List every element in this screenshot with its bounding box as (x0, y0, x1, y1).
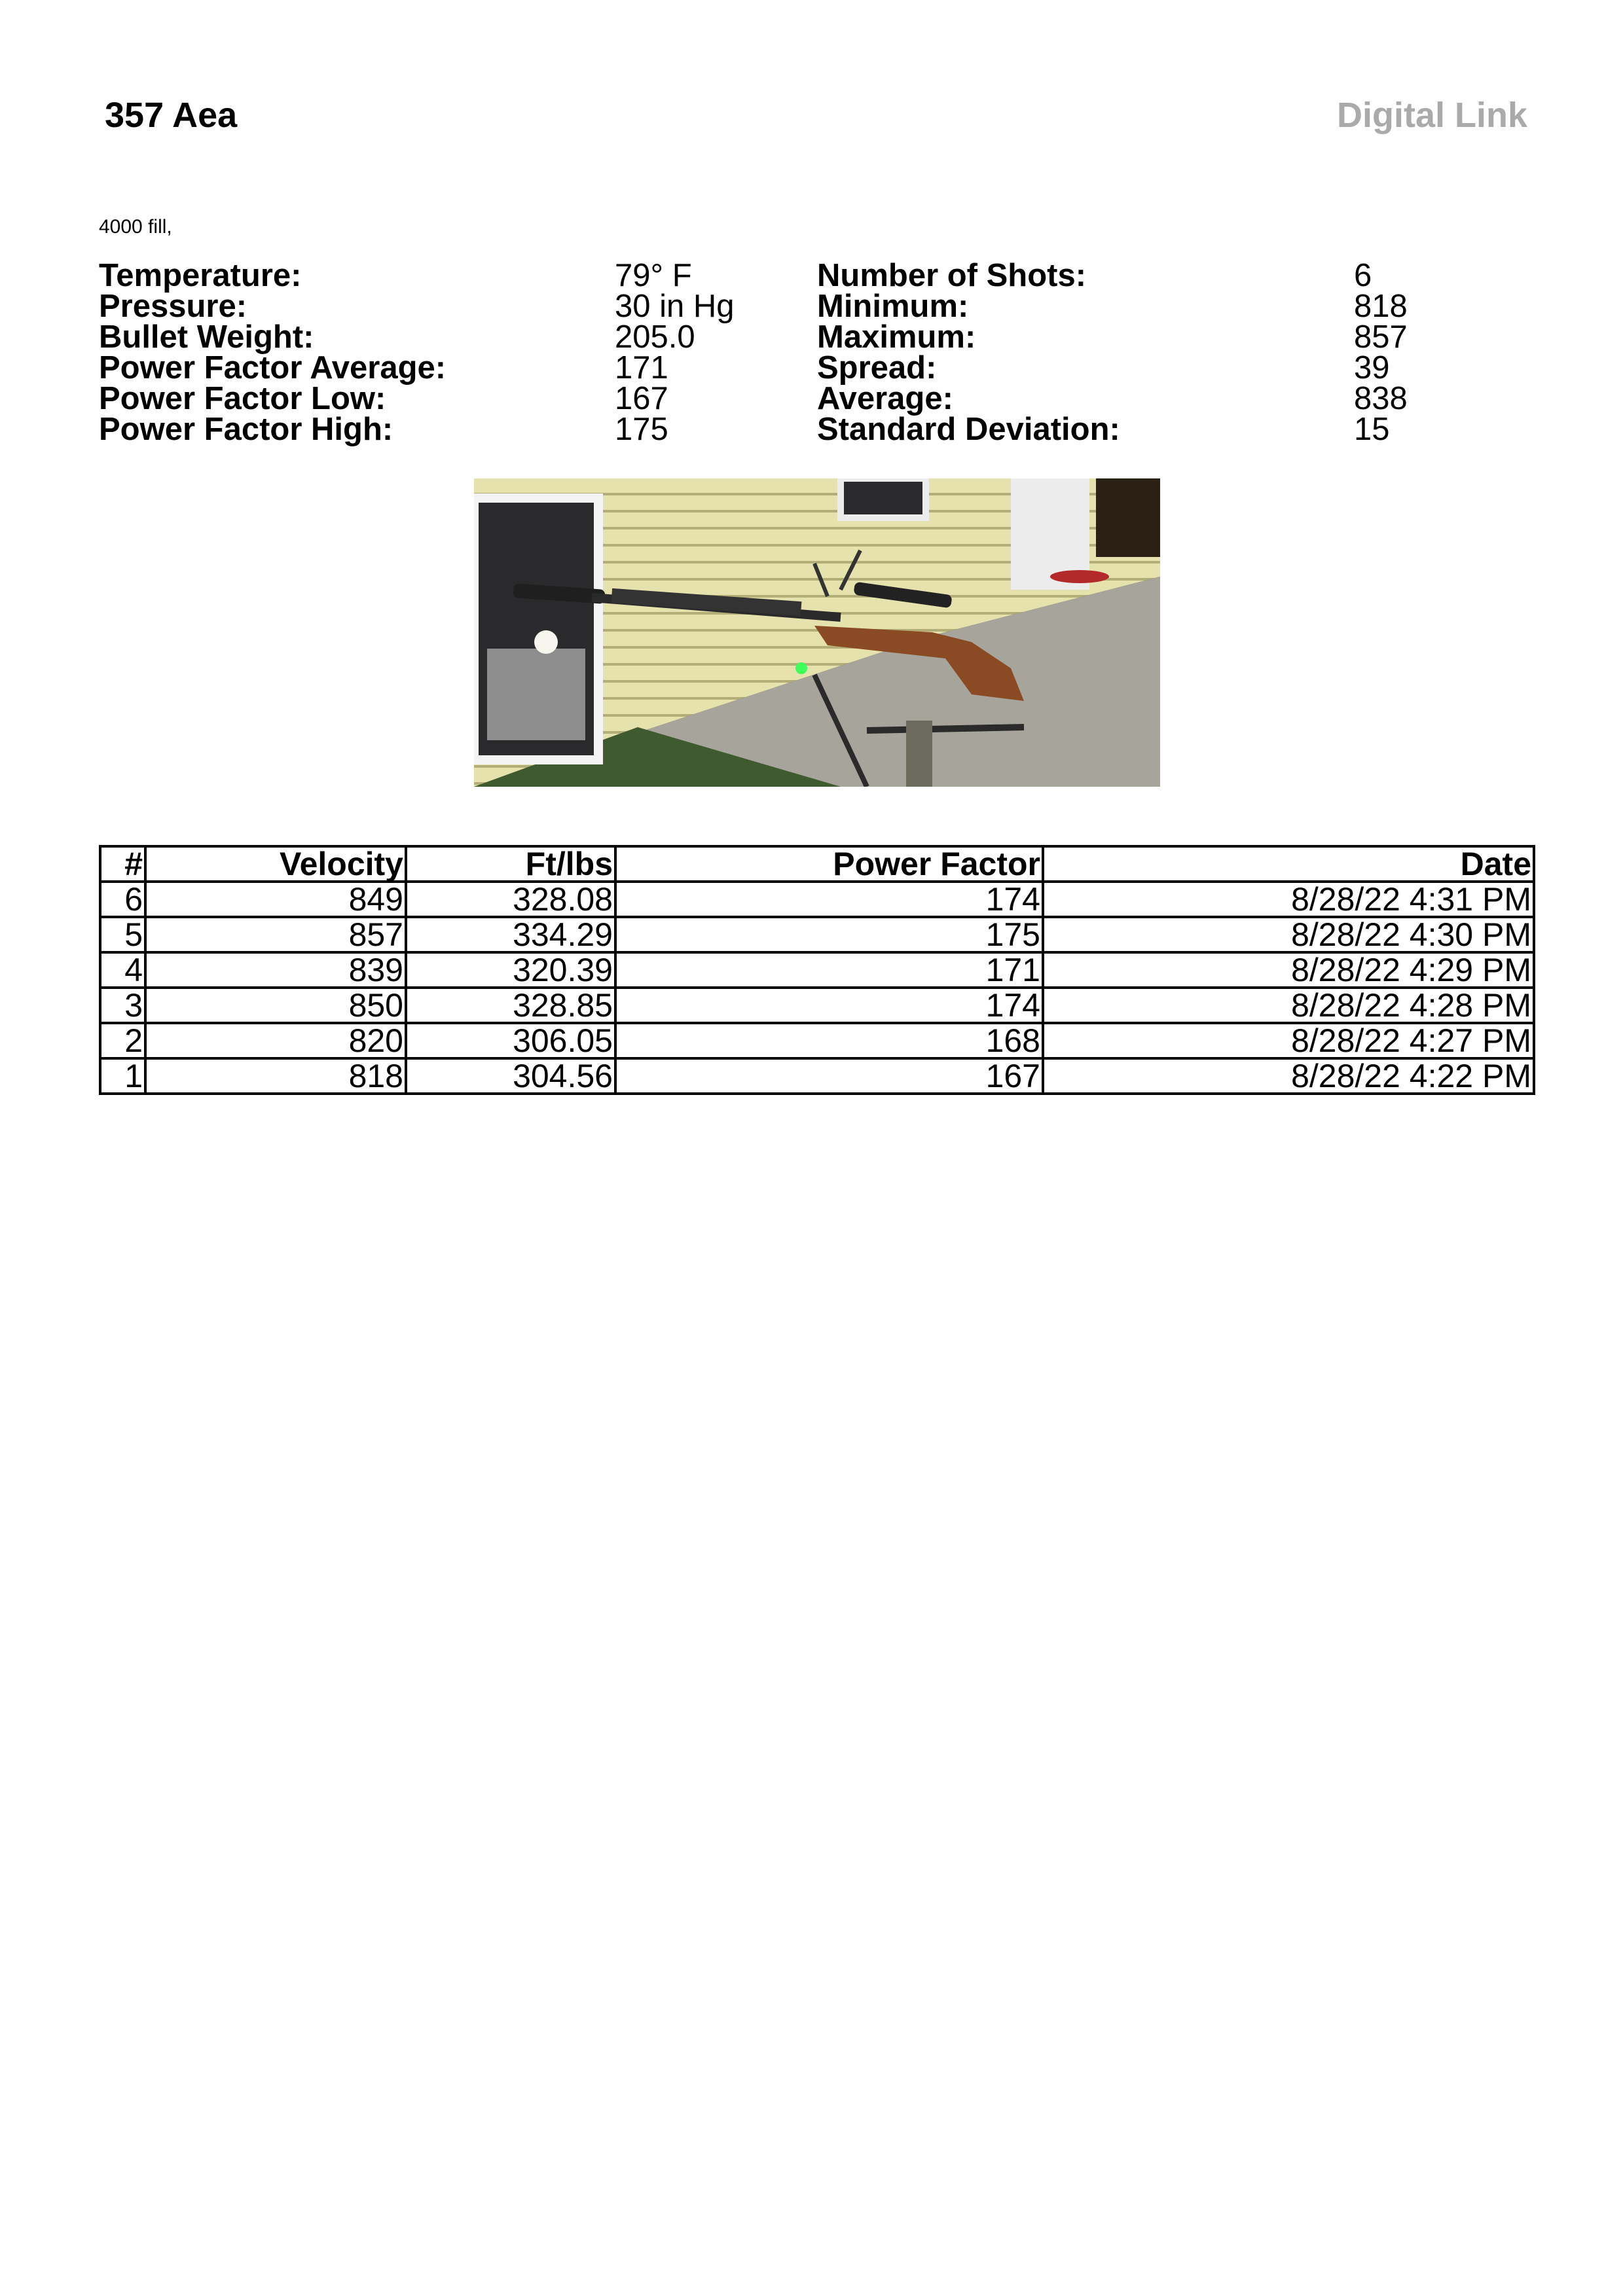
cell-ftlbs: 328.85 (406, 988, 615, 1023)
cell-ftlbs: 320.39 (406, 952, 615, 988)
cell-power-factor: 167 (615, 1058, 1043, 1094)
stat-value-maximum: 857 (1354, 319, 1408, 355)
stat-label-temperature: Temperature: (99, 258, 302, 293)
rifle-photo (474, 478, 1160, 787)
col-header-date: Date (1043, 846, 1534, 882)
cell-date: 8/28/22 4:27 PM (1043, 1023, 1534, 1058)
cell-number: 2 (100, 1023, 145, 1058)
cell-power-factor: 168 (615, 1023, 1043, 1058)
col-header-ftlbs: Ft/lbs (406, 846, 615, 882)
cell-number: 3 (100, 988, 145, 1023)
stat-label-average: Average: (817, 381, 953, 416)
stat-value-number-of-shots: 6 (1354, 258, 1372, 293)
cell-date: 8/28/22 4:31 PM (1043, 882, 1534, 917)
cell-number: 5 (100, 917, 145, 952)
col-header-power-factor: Power Factor (615, 846, 1043, 882)
cell-ftlbs: 334.29 (406, 917, 615, 952)
stat-value-power-factor-high: 175 (615, 412, 668, 447)
cell-number: 1 (100, 1058, 145, 1094)
cell-date: 8/28/22 4:22 PM (1043, 1058, 1534, 1094)
cell-ftlbs: 304.56 (406, 1058, 615, 1094)
table-row (100, 917, 1534, 952)
col-header-number: # (100, 846, 145, 882)
cell-velocity: 818 (145, 1058, 406, 1094)
stat-value-temperature: 79° F (615, 258, 692, 293)
table-row (100, 882, 1534, 917)
cell-date: 8/28/22 4:28 PM (1043, 988, 1534, 1023)
table-row (100, 1023, 1534, 1058)
stat-label-minimum: Minimum: (817, 289, 969, 324)
cell-power-factor: 174 (615, 988, 1043, 1023)
stat-label-pressure: Pressure: (99, 289, 247, 324)
stat-value-spread: 39 (1354, 350, 1390, 386)
cell-date: 8/28/22 4:29 PM (1043, 952, 1534, 988)
cell-number: 6 (100, 882, 145, 917)
cell-date: 8/28/22 4:30 PM (1043, 917, 1534, 952)
cell-power-factor: 171 (615, 952, 1043, 988)
col-header-velocity: Velocity (145, 846, 406, 882)
table-row (100, 1058, 1534, 1094)
stat-value-power-factor-low: 167 (615, 381, 668, 416)
stat-label-power-factor-high: Power Factor High: (99, 412, 393, 447)
table-header-row (100, 846, 1534, 882)
stat-value-power-factor-average: 171 (615, 350, 668, 386)
shots-table (99, 845, 1535, 1095)
cell-velocity: 849 (145, 882, 406, 917)
table-row (100, 988, 1534, 1023)
cell-velocity: 820 (145, 1023, 406, 1058)
cell-ftlbs: 328.08 (406, 882, 615, 917)
brand-name: Digital Link (1336, 96, 1527, 135)
cell-power-factor: 175 (615, 917, 1043, 952)
stat-label-maximum: Maximum: (817, 319, 976, 355)
stat-value-minimum: 818 (1354, 289, 1408, 324)
stat-label-standard-deviation: Standard Deviation: (817, 412, 1120, 447)
cell-velocity: 857 (145, 917, 406, 952)
cell-power-factor: 174 (615, 882, 1043, 917)
stat-value-average: 838 (1354, 381, 1408, 416)
stat-label-power-factor-average: Power Factor Average: (99, 350, 447, 386)
stat-label-number-of-shots: Number of Shots: (817, 258, 1087, 293)
table-row (100, 952, 1534, 988)
cell-velocity: 839 (145, 952, 406, 988)
cell-number: 4 (100, 952, 145, 988)
stat-value-standard-deviation: 15 (1354, 412, 1390, 447)
stat-label-bullet-weight: Bullet Weight: (99, 319, 314, 355)
cell-ftlbs: 306.05 (406, 1023, 615, 1058)
cell-velocity: 850 (145, 988, 406, 1023)
report-title: 357 Aea (105, 96, 238, 135)
stat-label-spread: Spread: (817, 350, 937, 386)
stat-value-bullet-weight: 205.0 (615, 319, 695, 355)
stat-label-power-factor-low: Power Factor Low: (99, 381, 386, 416)
stat-value-pressure: 30 in Hg (615, 289, 735, 324)
note-text: 4000 fill, (99, 216, 172, 238)
